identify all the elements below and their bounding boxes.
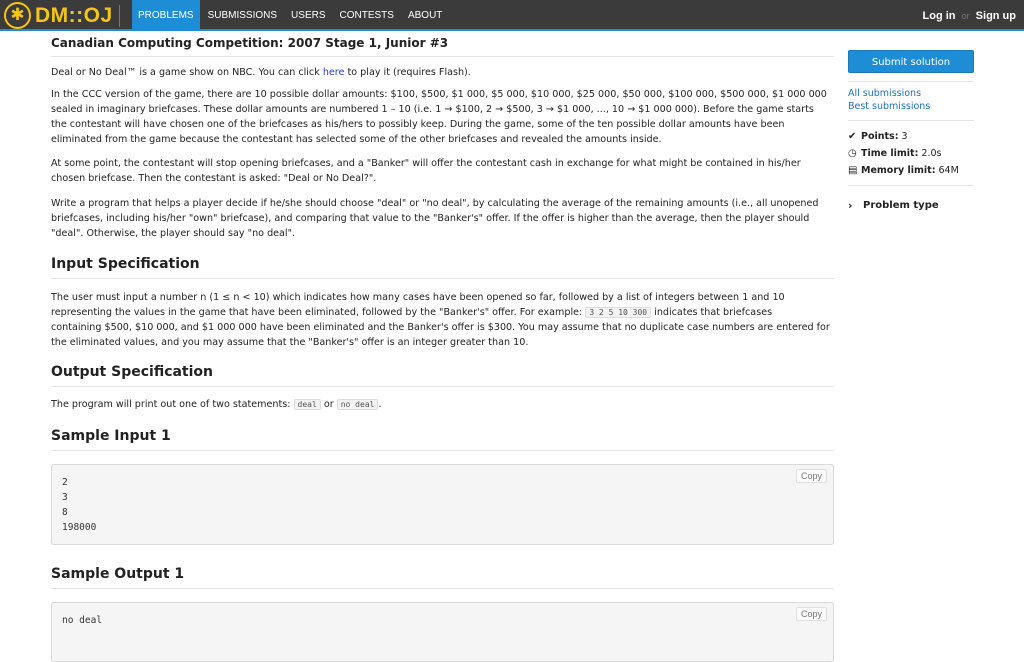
task-line-2: briefcases, including his/her "own" briefcase), and comparing that value to the "Banker's" offer. If the offer is higher than the average, then the player should bbox=[51, 213, 810, 224]
copy-output-button[interactable]: Copy bbox=[796, 607, 827, 621]
nav-about[interactable]: ABOUT bbox=[407, 10, 443, 21]
task-paragraph bbox=[51, 196, 834, 241]
time-limit-label: Time limit: bbox=[861, 148, 919, 159]
nav-contests[interactable]: CONTESTS bbox=[339, 10, 394, 21]
sample-output-box bbox=[51, 602, 834, 662]
sidebar-divider-2 bbox=[848, 120, 974, 121]
nav-submissions[interactable]: SUBMISSIONS bbox=[207, 10, 278, 21]
check-icon: ✔ bbox=[848, 131, 857, 142]
copy-input-button[interactable]: Copy bbox=[796, 469, 827, 483]
problem-content bbox=[51, 32, 834, 662]
auth-links bbox=[923, 0, 1016, 31]
input-spec-line-4: the eliminated values, and you may assume that the "Banker's" offer is an integer greater than 10. bbox=[51, 337, 529, 348]
rules-line-2: sealed in imaginary briefcases. These dollar amounts are numbered 1 – 10 (i.e. 1 → $100, 2 → $500, 3 → $1 000, ..., 10 → $1 000 000). Before the game starts bbox=[51, 104, 814, 115]
top-navbar bbox=[0, 0, 1024, 31]
banker-paragraph bbox=[51, 156, 834, 186]
input-spec-heading: Input Specification bbox=[51, 256, 834, 279]
best-submissions-link[interactable]: Best submissions bbox=[848, 101, 931, 112]
task-line-3: "deal". Otherwise, the player should say "no deal". bbox=[51, 228, 296, 239]
banker-line-1: At some point, the contestant will stop opening briefcases, and a "Banker" will offer the contestant cash in exchange for what might be contained in his/her bbox=[51, 158, 801, 169]
page-title: Canadian Computing Competition: 2007 Stage 1, Junior #3 bbox=[51, 36, 449, 50]
star-circle-icon: ✱ bbox=[4, 2, 31, 29]
example-code: 3 2 5 10 300 bbox=[585, 307, 651, 318]
sample-input-code[interactable]: 2 3 8 198000 bbox=[62, 477, 97, 533]
site-logo[interactable] bbox=[4, 2, 120, 29]
intro-paragraph bbox=[51, 65, 834, 80]
nav-problems[interactable]: PROBLEMS bbox=[132, 0, 200, 31]
input-spec-line-1: The user must input a number n (1 ≤ n < 10) which indicates how many cases have been opened so far, followed by a list of integers between 1 and 10 bbox=[51, 292, 785, 303]
output-spec-text: The program will print out one of two statements: bbox=[51, 399, 294, 410]
login-link[interactable]: Log in bbox=[922, 10, 956, 22]
rules-line-4: eliminated from the game because the contestant has selected some of the other briefcases and revealed the amounts inside. bbox=[51, 134, 662, 145]
memory-limit-label: Memory limit: bbox=[861, 165, 936, 176]
task-line-1: Write a program that helps a player decide if he/she should choose "deal" or "no deal", by calculating the average of the remaining amounts (i.e., all unopened bbox=[51, 198, 819, 209]
output-or: or bbox=[320, 399, 337, 410]
points-value: 3 bbox=[901, 131, 908, 142]
submit-solution-button[interactable]: Submit solution bbox=[848, 50, 974, 73]
sidebar-divider-1 bbox=[848, 81, 974, 82]
sample-input-box bbox=[51, 464, 834, 545]
logo-text: DM::OJ bbox=[35, 3, 113, 27]
time-limit-row bbox=[848, 145, 974, 162]
problem-info bbox=[848, 128, 974, 179]
logo-divider bbox=[119, 5, 120, 27]
signup-link[interactable]: Sign up bbox=[975, 10, 1016, 22]
deal-code: deal bbox=[294, 399, 321, 410]
title-divider bbox=[51, 56, 834, 57]
problem-type-toggle[interactable] bbox=[848, 199, 974, 212]
intro-text-b: to play it (requires Flash). bbox=[344, 67, 471, 78]
rules-line-1: In the CCC version of the game, there are 10 possible dollar amounts: $100, $500, $1 000, $5 000, $10 000, $25 000, $50 000, $100 000, $500 000, $1 000 000 bbox=[51, 89, 827, 100]
points-label: Points: bbox=[861, 131, 899, 142]
nav-users[interactable]: USERS bbox=[291, 10, 326, 21]
sample-input-heading: Sample Input 1 bbox=[51, 428, 834, 451]
output-end: . bbox=[378, 399, 382, 410]
all-submissions-link[interactable]: All submissions bbox=[848, 88, 922, 99]
play-link[interactable]: here bbox=[322, 67, 345, 78]
time-limit-value: 2.0s bbox=[921, 148, 942, 159]
sidebar-divider-3 bbox=[848, 185, 974, 186]
clock-icon: ◷ bbox=[848, 148, 857, 159]
input-spec-line-2b: indicates that briefcases bbox=[651, 307, 773, 318]
memory-limit-value: 64M bbox=[938, 165, 959, 176]
intro-text-a: Deal or No Deal™ is a game show on NBC. You can click bbox=[51, 67, 323, 78]
input-spec-paragraph bbox=[51, 290, 834, 350]
output-spec-heading: Output Specification bbox=[51, 364, 834, 387]
input-spec-line-3: containing $500, $10 000, and $1 000 000 have been eliminated and the Banker's offer is $300. You may assume that no duplicate case numbers are entered for bbox=[51, 322, 830, 333]
rules-line-3: the contestant will have chosen one of the briefcases as his/hers to possibly keep. During the game, some of the ten possible dollar amounts have been bbox=[51, 119, 785, 130]
rules-paragraph bbox=[51, 87, 834, 147]
sample-output-code[interactable]: no deal bbox=[62, 615, 103, 626]
memory-icon: ▤ bbox=[848, 165, 858, 176]
input-spec-line-2a: representing the values in the game that have been eliminated, followed by the "Banker's" offer. For example: bbox=[51, 307, 586, 318]
memory-limit-row bbox=[848, 162, 974, 179]
nav-menu bbox=[132, 0, 448, 31]
auth-or: or bbox=[961, 11, 970, 21]
problem-type-label: Problem type bbox=[863, 200, 939, 211]
sample-output-heading: Sample Output 1 bbox=[51, 566, 834, 589]
no-deal-code: no deal bbox=[337, 399, 379, 410]
chevron-right-icon: › bbox=[848, 199, 853, 212]
points-row bbox=[848, 128, 974, 145]
banker-line-2: chosen briefcase. Then the contestant is asked: "Deal or No Deal?". bbox=[51, 173, 377, 184]
sidebar bbox=[848, 50, 974, 212]
output-spec-paragraph bbox=[51, 397, 834, 412]
submission-links bbox=[848, 87, 974, 113]
